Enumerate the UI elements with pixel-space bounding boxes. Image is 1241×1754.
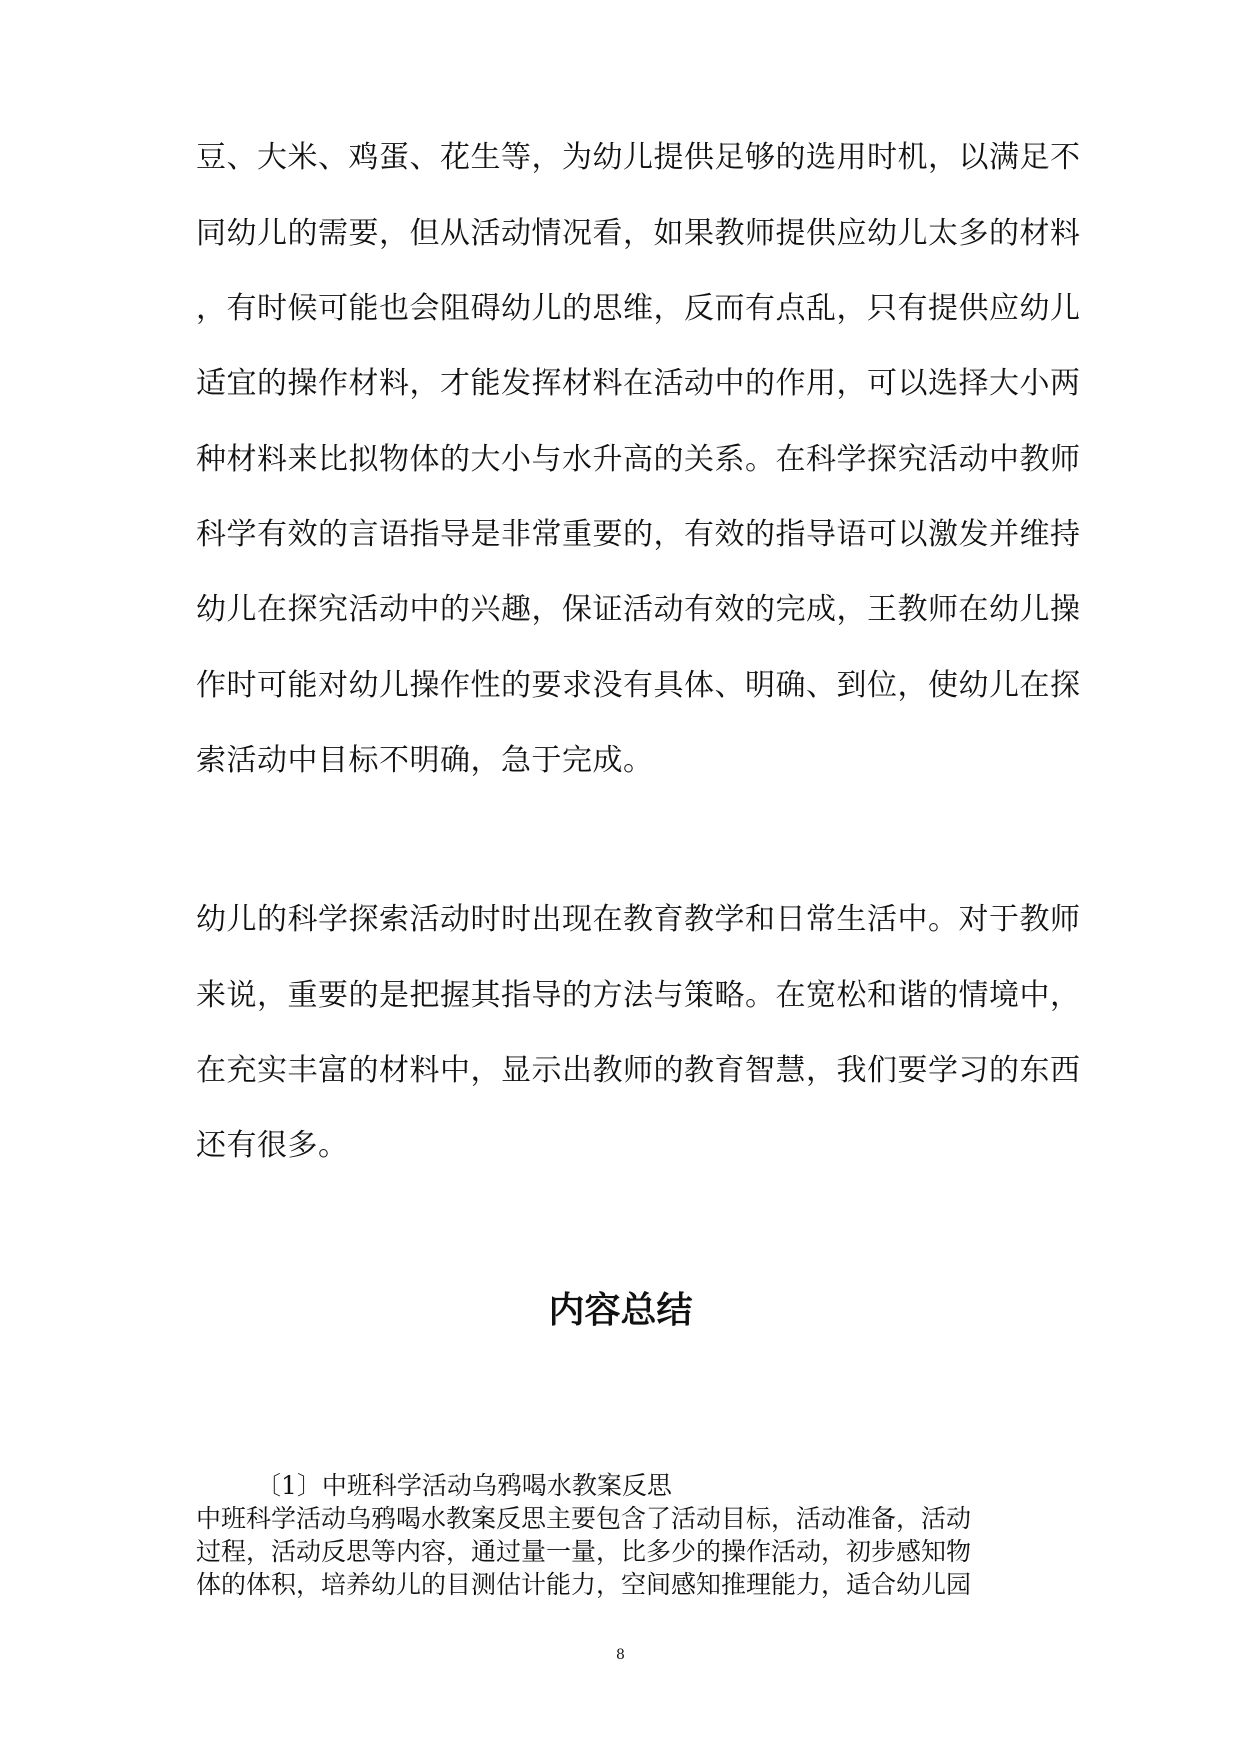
summary-heading: 内容总结 xyxy=(548,1290,693,1331)
paragraph-line: 幼儿在探究活动中的兴趣，保证活动有效的完成，王教师在幼儿操 xyxy=(196,592,1081,627)
paragraph-line: 同幼儿的需要，但从活动情况看，如果教师提供应幼儿太多的材料 xyxy=(196,216,1081,251)
paragraph-line: 索活动中目标不明确，急于完成。 xyxy=(196,743,654,778)
paragraph-line: 来说，重要的是把握其指导的方法与策略。在宽松和谐的情境中， xyxy=(196,978,1081,1013)
paragraph-line: 豆、大米、鸡蛋、花生等，为幼儿提供足够的选用时机，以满足不 xyxy=(196,140,1081,175)
paragraph-line: 在充实丰富的材料中，显示出教师的教育智慧，我们要学习的东西 xyxy=(196,1053,1081,1088)
paragraph-line: 适宜的操作材料，才能发挥材料在活动中的作用，可以选择大小两 xyxy=(196,366,1081,401)
paragraph-line: 幼儿的科学探索活动时时出现在教育教学和日常生活中。对于教师 xyxy=(196,902,1081,937)
paragraph-line: ，有时候可能也会阻碍幼儿的思维，反而有点乱，只有提供应幼儿 xyxy=(196,291,1081,326)
summary-line: 过程，活动反思等内容，通过量一量，比多少的操作活动，初步感知物 xyxy=(196,1537,972,1566)
paragraph-line: 种材料来比拟物体的大小与水升高的关系。在科学探究活动中教师 xyxy=(196,442,1081,477)
paragraph-line: 作时可能对幼儿操作性的要求没有具体、明确、到位，使幼儿在探 xyxy=(196,668,1081,703)
summary-line: 中班科学活动乌鸦喝水教案反思主要包含了活动目标，活动准备，活动 xyxy=(196,1504,972,1533)
page-number: 8 xyxy=(616,1647,625,1663)
paragraph-line: 科学有效的言语指导是非常重要的，有效的指导语可以激发并维持 xyxy=(196,517,1081,552)
summary-item-title: 〔1〕中班科学活动乌鸦喝水教案反思 xyxy=(256,1471,672,1500)
summary-line: 体的体积，培养幼儿的目测估计能力，空间感知推理能力，适合幼儿园 xyxy=(196,1570,972,1599)
paragraph-line: 还有很多。 xyxy=(196,1128,349,1163)
